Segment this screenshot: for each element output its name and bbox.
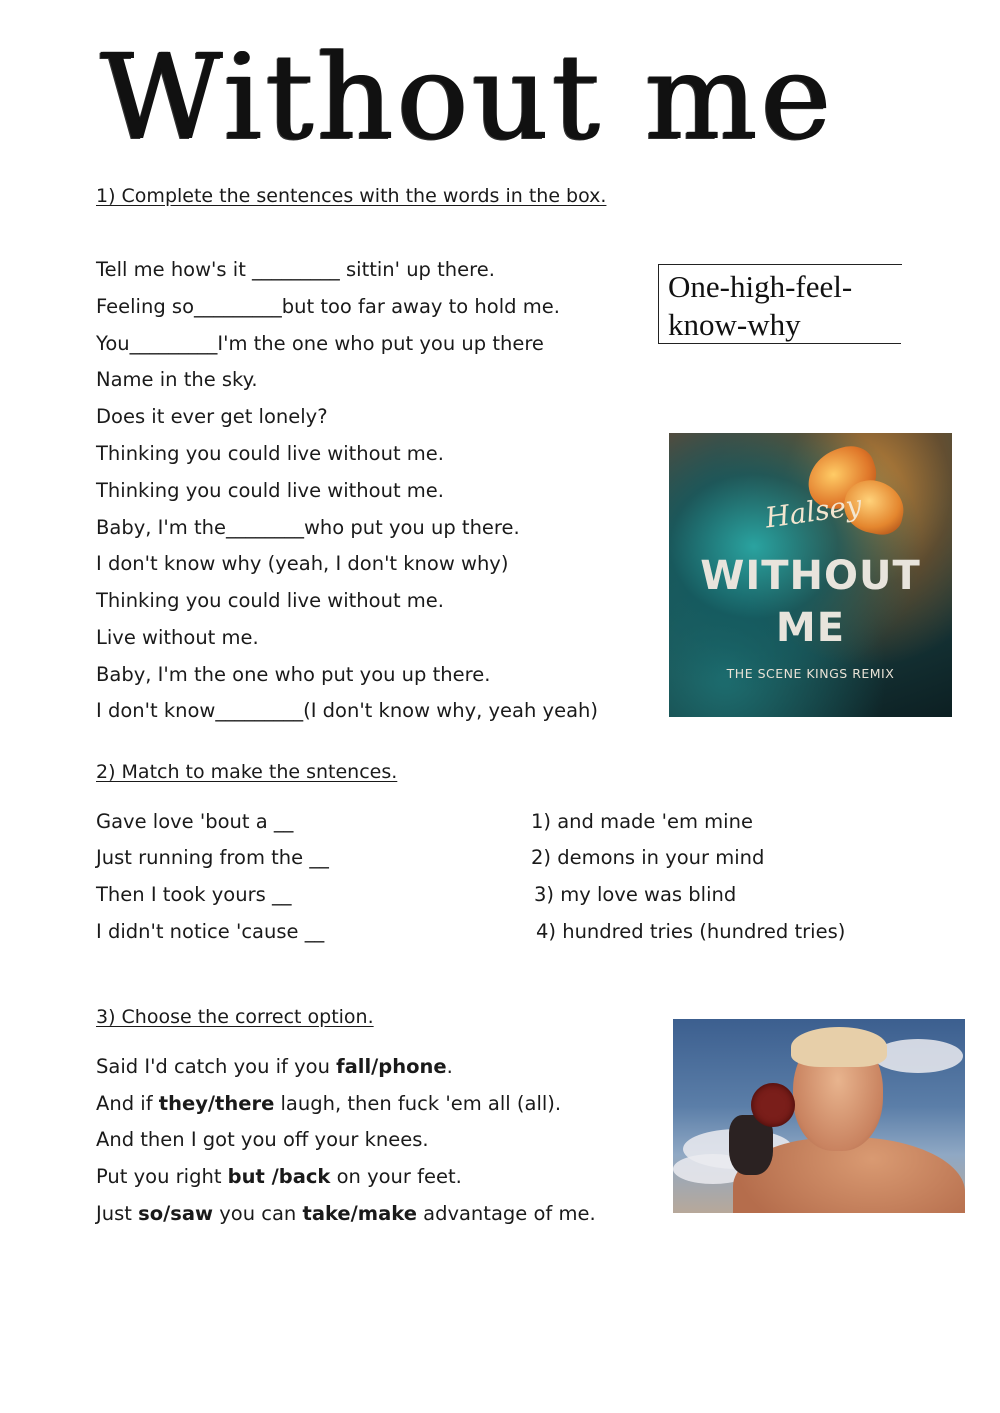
choice-text: laugh, then fuck 'em all (all). xyxy=(274,1092,562,1115)
match-right-item: 4) hundred tries (hundred tries) xyxy=(536,920,846,943)
choice-text: Just xyxy=(96,1202,139,1225)
lyric-line: Does it ever get lonely? xyxy=(96,405,328,428)
lyric-line: Thinking you could live without me. xyxy=(96,479,444,502)
choice-option: they/there xyxy=(158,1092,275,1115)
lyric-line: Tell me how's it _________ sittin' up there. xyxy=(96,258,495,281)
match-right-item: 2) demons in your mind xyxy=(531,846,765,869)
artist-photo xyxy=(673,1019,965,1213)
choice-text: advantage of me. xyxy=(416,1202,596,1225)
match-left-item: Gave love 'bout a __ xyxy=(96,810,294,833)
choice-text: Put you right xyxy=(96,1165,228,1188)
lyric-line: Feeling so_________but too far away to hold me. xyxy=(96,295,560,318)
section1-heading: 1) Complete the sentences with the words in the box. xyxy=(96,185,607,207)
match-left-item: I didn't notice 'cause __ xyxy=(96,920,325,943)
choice-line xyxy=(96,1054,453,1080)
lyric-line: Name in the sky. xyxy=(96,368,258,391)
lyric-line: I don't know_________(I don't know why, yeah yeah) xyxy=(96,699,599,722)
choice-text: Said I'd catch you if you xyxy=(96,1055,337,1078)
cover-title-line1: WITHOUT xyxy=(700,553,921,599)
choice-text: And then I got you off your knees. xyxy=(96,1128,429,1151)
choice-text: you can xyxy=(213,1202,303,1225)
word-box-top-rule xyxy=(658,264,902,265)
word-box xyxy=(658,264,901,344)
match-left-item: Just running from the __ xyxy=(96,846,329,869)
choice-option: but /back xyxy=(227,1165,331,1188)
cover-artist: Halsey xyxy=(763,488,864,535)
word-box-text: One-high-feel-know-why xyxy=(668,269,853,342)
choice-option: fall/phone xyxy=(336,1055,447,1078)
lyric-line: I don't know why (yeah, I don't know why) xyxy=(96,552,509,575)
choice-text: . xyxy=(446,1055,453,1078)
choice-text: And if xyxy=(96,1092,159,1115)
section3-heading: 3) Choose the correct option. xyxy=(96,1006,374,1028)
lyric-line: Thinking you could live without me. xyxy=(96,589,444,612)
lyric-line: Thinking you could live without me. xyxy=(96,442,444,465)
choice-option: take/make xyxy=(302,1202,417,1225)
worksheet-title: Without me xyxy=(100,28,835,166)
match-left-item: Then I took yours __ xyxy=(96,883,292,906)
choice-option: so/saw xyxy=(138,1202,214,1225)
rose-icon xyxy=(751,1083,795,1127)
lyric-line: Baby, I'm the________who put you up there. xyxy=(96,516,520,539)
section2-heading: 2) Match to make the sntences. xyxy=(96,761,398,783)
lyric-line: Live without me. xyxy=(96,626,259,649)
cover-subtitle: THE SCENE KINGS REMIX xyxy=(726,666,895,681)
lyric-line: Baby, I'm the one who put you up there. xyxy=(96,663,491,686)
choice-line xyxy=(96,1091,561,1117)
lyric-line: You_________I'm the one who put you up there xyxy=(96,332,544,355)
choice-line xyxy=(96,1127,429,1153)
photo-hair xyxy=(791,1027,887,1067)
match-right-item: 1) and made 'em mine xyxy=(531,810,753,833)
choice-line xyxy=(96,1164,462,1190)
cover-title-line2: ME xyxy=(775,605,846,651)
choice-line xyxy=(96,1201,596,1227)
match-right-item: 3) my love was blind xyxy=(534,883,737,906)
choice-text: on your feet. xyxy=(330,1165,462,1188)
album-cover-image xyxy=(669,433,952,717)
